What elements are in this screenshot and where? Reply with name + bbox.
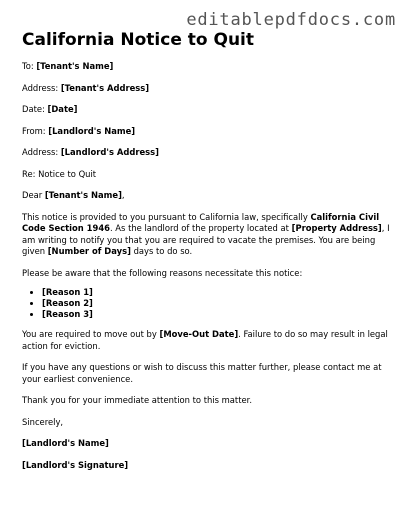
- to-line: [22, 61, 394, 73]
- notice-text-3: , I am writing to notify you that you are required to vacate the premises. You are being given: [22, 223, 390, 256]
- list-item: [42, 287, 394, 298]
- reasons-list: [22, 287, 394, 320]
- questions-paragraph: If you have any questions or wish to discuss this matter further, please contact me at your earliest convenience.: [22, 362, 382, 384]
- reason-1: [Reason 1]: [42, 287, 93, 297]
- from-label: From:: [22, 125, 46, 136]
- document-page: [22, 30, 394, 481]
- reason-3: [Reason 3]: [42, 309, 93, 319]
- salutation-suffix: ,: [121, 190, 125, 200]
- list-item: [42, 309, 394, 320]
- date-line: [22, 104, 394, 116]
- move-out-date: [Move-Out Date]: [159, 329, 239, 339]
- list-item: [42, 298, 394, 309]
- signature-name: [22, 438, 394, 450]
- tenant-address-label: Address:: [22, 82, 59, 93]
- watermark-text: editablepdfdocs.com: [186, 10, 396, 30]
- page-title: California Notice to Quit: [22, 30, 254, 50]
- thanks-paragraph: Thank you for your immediate attention to this matter.: [22, 395, 252, 405]
- landlord-name: [Landlord's Name]: [22, 438, 109, 448]
- reasons-intro: Please be aware that the following reasons necessitate this notice:: [22, 267, 303, 278]
- signature-line: [22, 460, 394, 472]
- salutation: [22, 190, 394, 202]
- date-label: Date:: [22, 104, 45, 114]
- landlord-address-line: [22, 147, 394, 159]
- notice-paragraph: [22, 212, 394, 258]
- move-out-text-2: . Failure to do so may result in legal action for eviction.: [22, 329, 388, 351]
- landlord-address-label: Address:: [22, 147, 59, 157]
- salutation-name: [Tenant's Name]: [44, 190, 122, 200]
- tenant-address-value: [Tenant's Address]: [60, 82, 150, 93]
- tenant-address-line: [22, 83, 394, 95]
- to-value: [Tenant's Name]: [36, 61, 114, 71]
- landlord-signature: [Landlord's Signature]: [22, 459, 129, 470]
- salutation-prefix: Dear: [22, 190, 43, 200]
- property-address: [Property Address]: [291, 223, 382, 233]
- notice-text-1: This notice is provided to you pursuant to California law, specifically: [22, 211, 308, 222]
- move-out-paragraph: [22, 329, 394, 352]
- date-value: [Date]: [47, 104, 78, 114]
- civil-code-reference: California Civil Code Section 1946: [22, 211, 380, 233]
- re-line: Re: Notice to Quit: [22, 168, 97, 179]
- closing: Sincerely,: [22, 416, 64, 427]
- notice-text-4: days to do so.: [133, 246, 193, 256]
- reason-2: [Reason 2]: [42, 298, 93, 308]
- notice-text-2: . As the landlord of the property located at: [109, 223, 289, 233]
- from-line: [22, 126, 394, 138]
- move-out-text-1: You are required to move out by: [22, 329, 157, 339]
- landlord-address-value: [Landlord's Address]: [60, 147, 159, 157]
- number-of-days: [Number of Days]: [47, 246, 131, 256]
- from-value: [Landlord's Name]: [48, 125, 136, 136]
- to-label: To:: [22, 61, 34, 71]
